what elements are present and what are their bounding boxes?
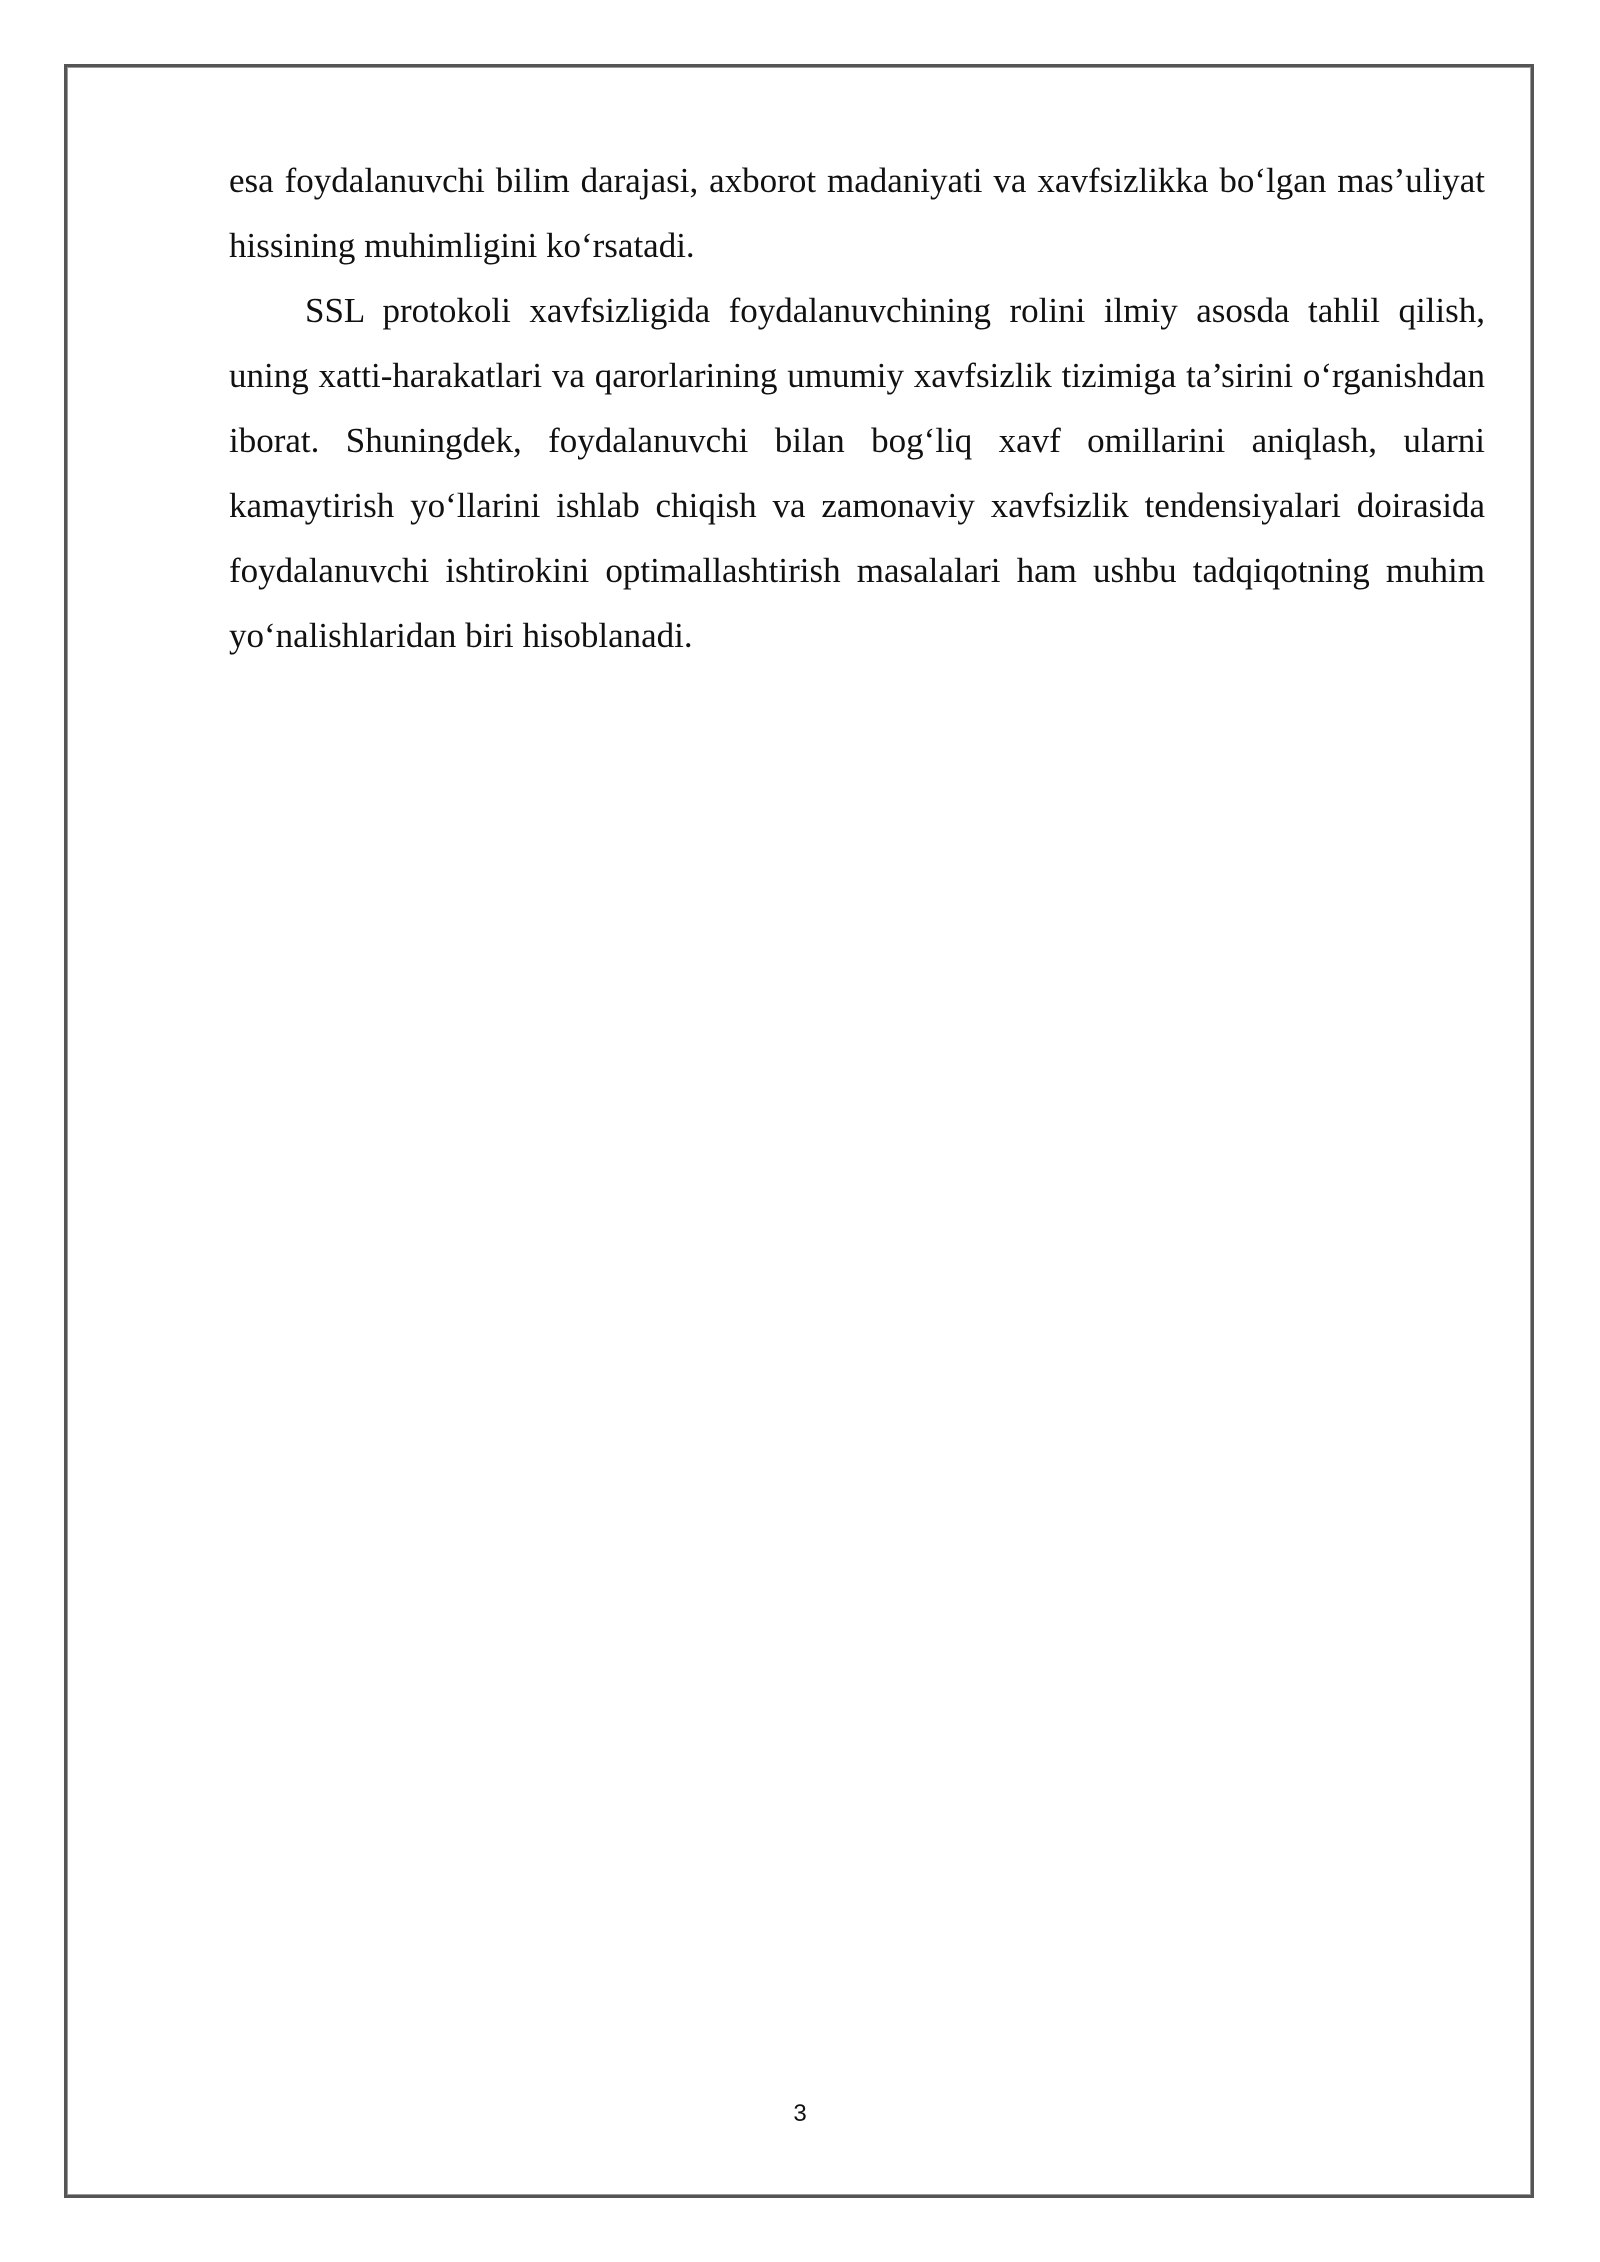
paragraph-continuation: esa foydalanuvchi bilim darajasi, axborot madaniyati va xavfsizlikka bo‘lgan mas’uliyat hissining muhimligini ko‘rsatadi. — [229, 161, 1485, 265]
paragraph-ssl-user-role: SSL protokoli xavfsizligida foydalanuvchining rolini ilmiy asosda tahlil qilish, uning xatti-harakatlari va qarorlarining umumiy xavfsizlik tizimiga ta’sirini o‘rganishdan iborat. Shuningdek, foydalanuvchi bilan bog‘liq xavf omillarini aniqlash, ularni kamaytirish yo‘llarini ishlab chiqish va zamonaviy xavfsizlik tendensiyalari doirasida foydalanuvchi ishtirokini optimallashtirish masalalari ham ushbu tadqiqotning muhim yo‘nalishlaridan biri hisoblanadi. — [229, 291, 1485, 655]
page-number: 3 — [793, 2100, 807, 2127]
body-text — [229, 148, 1485, 668]
